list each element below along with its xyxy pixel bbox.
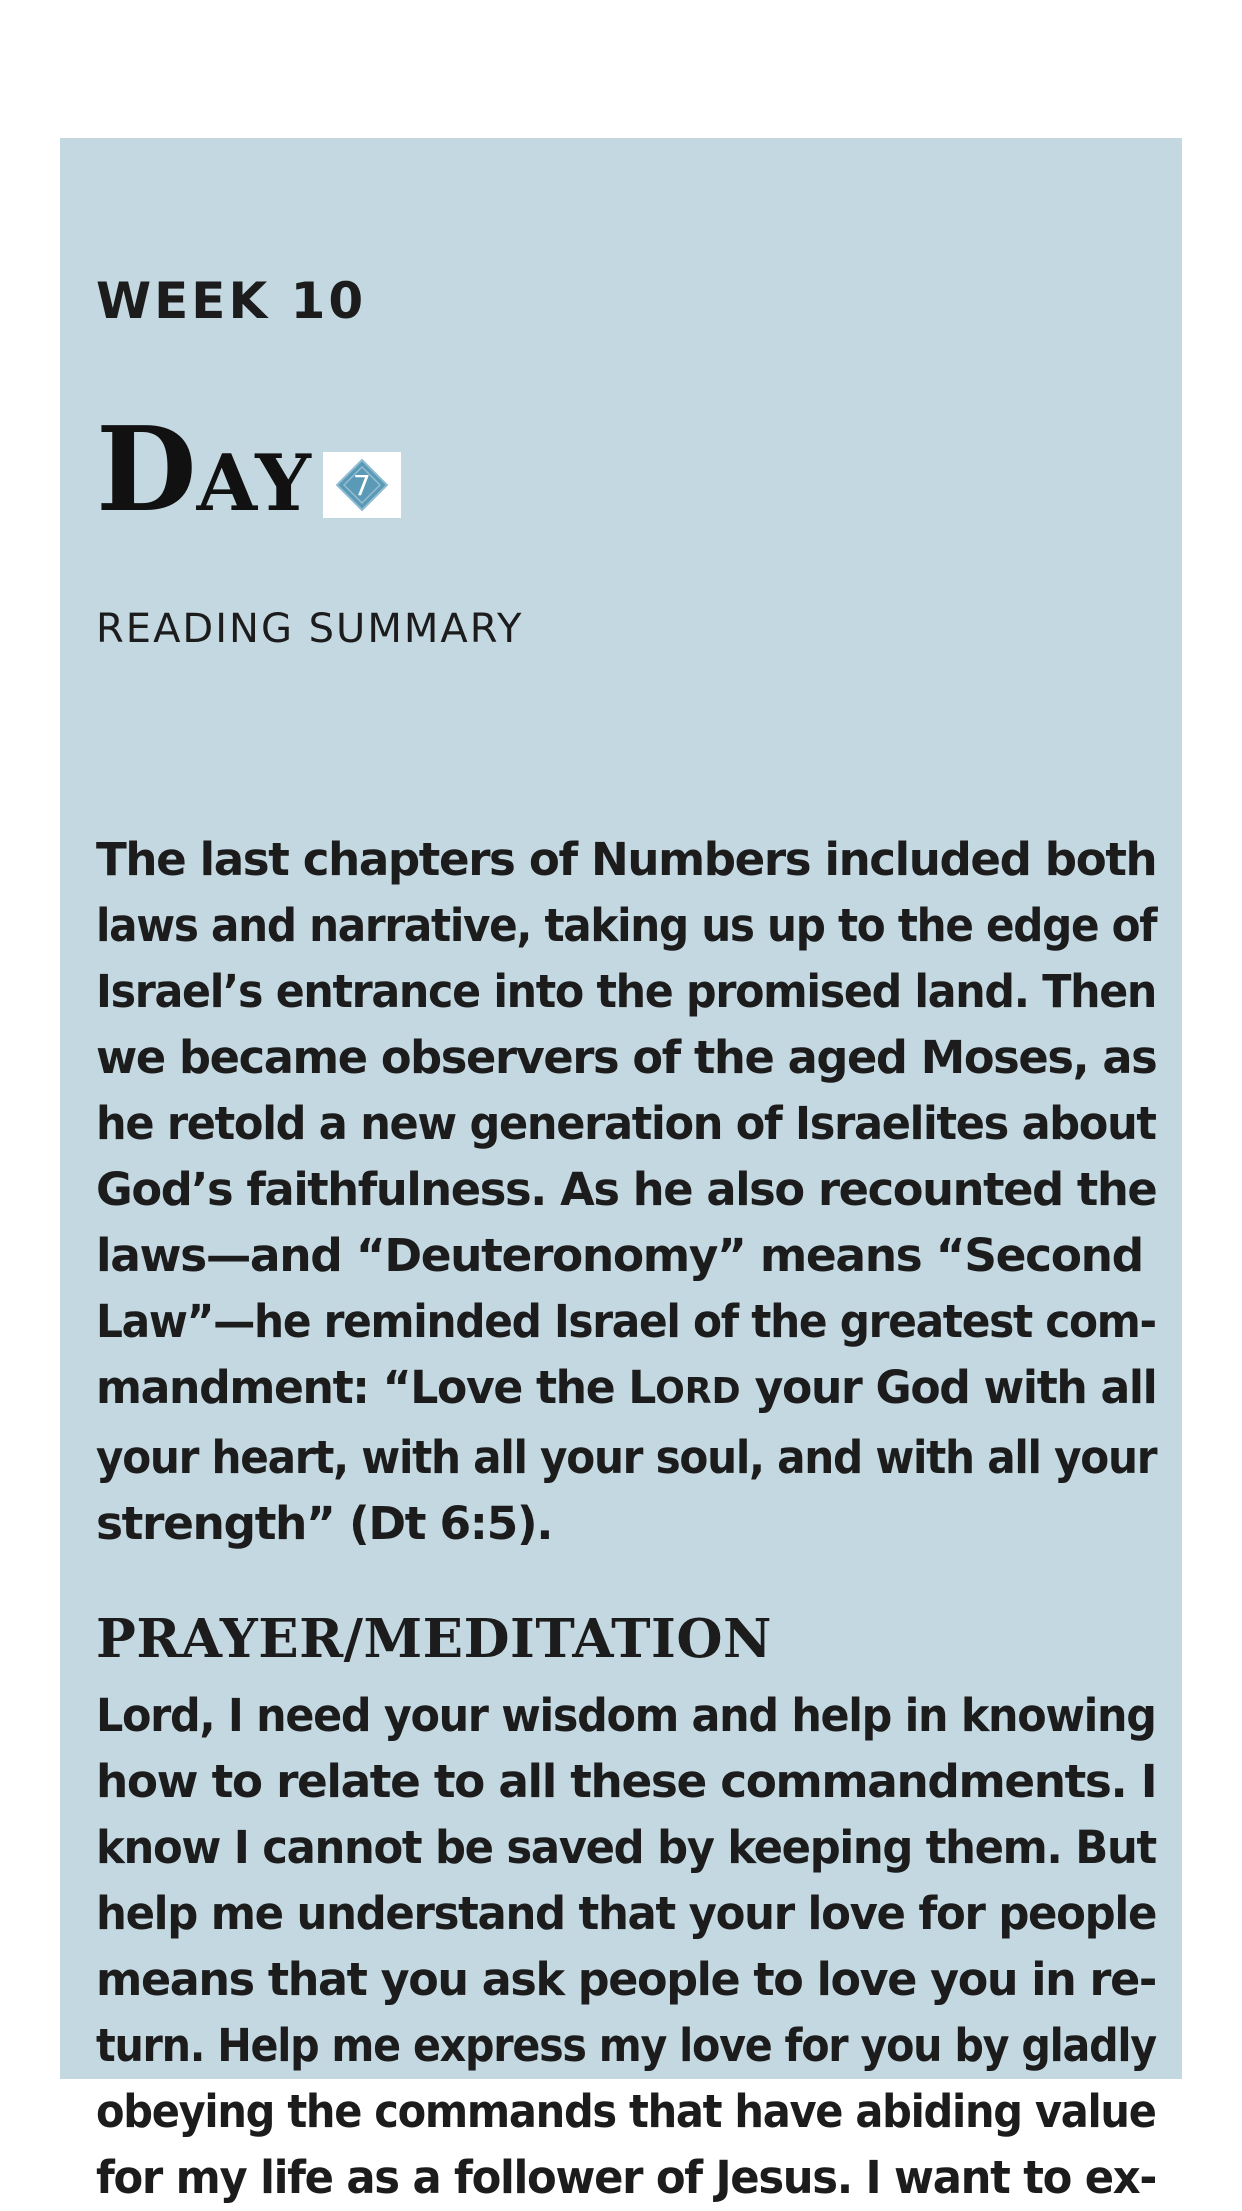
summary-line: he retold a new generation of Israelites about	[96, 1097, 1156, 1150]
diamond-icon	[336, 459, 388, 511]
summary-line: strength” (Dt 6:5).	[96, 1497, 553, 1550]
day-title-initial: D	[96, 402, 197, 538]
summary-line-part: mandment: “Love the L	[96, 1361, 656, 1414]
summary-line: we became observers of the aged Moses, as	[96, 1031, 1157, 1084]
day-title	[96, 402, 313, 538]
week-label: WEEK 10	[96, 272, 367, 330]
prayer-line: how to relate to all these commandments. I	[96, 1755, 1157, 1808]
summary-line	[96, 1355, 1157, 1425]
prayer-line: Lord, I need your wisdom and help in knowing	[96, 1689, 1156, 1742]
day-title-row	[96, 402, 401, 538]
summary-line: your heart, with all your soul, and with all your	[96, 1431, 1157, 1484]
day-number-badge	[323, 452, 401, 518]
summary-line: Law”—he reminded Israel of the greatest com-	[96, 1295, 1156, 1348]
prayer-line: means that you ask people to love you in re-	[96, 1953, 1156, 2006]
summary-line: The last chapters of Numbers included both	[96, 833, 1157, 886]
summary-line: Israel’s entrance into the promised land. Then	[96, 965, 1156, 1018]
reading-summary-text	[96, 827, 1156, 1557]
lord-smallcaps: ORD	[655, 1371, 741, 1412]
prayer-line: turn. Help me express my love for you by gladly	[96, 2019, 1156, 2072]
prayer-line: obeying the commands that have abiding value	[96, 2085, 1156, 2138]
summary-line-part: your God with all	[740, 1361, 1157, 1414]
summary-line: laws—and “Deuteronomy” means “Second	[96, 1229, 1143, 1282]
prayer-heading: PRAYER/MEDITATION	[96, 1608, 772, 1670]
prayer-line: for my life as a follower of Jesus. I want to ex-	[96, 2151, 1156, 2204]
summary-line: laws and narrative, taking us up to the edge of	[96, 899, 1157, 952]
devotional-card	[60, 138, 1182, 2204]
reading-summary-heading: READING SUMMARY	[96, 606, 524, 652]
day-number: 7	[353, 468, 371, 502]
prayer-text	[96, 1683, 1156, 2211]
day-title-rest: AY	[196, 438, 313, 529]
prayer-line: know I cannot be saved by keeping them. But	[96, 1821, 1156, 1874]
summary-line: God’s faithfulness. As he also recounted the	[96, 1163, 1157, 1216]
prayer-line: help me understand that your love for people	[96, 1887, 1157, 1940]
